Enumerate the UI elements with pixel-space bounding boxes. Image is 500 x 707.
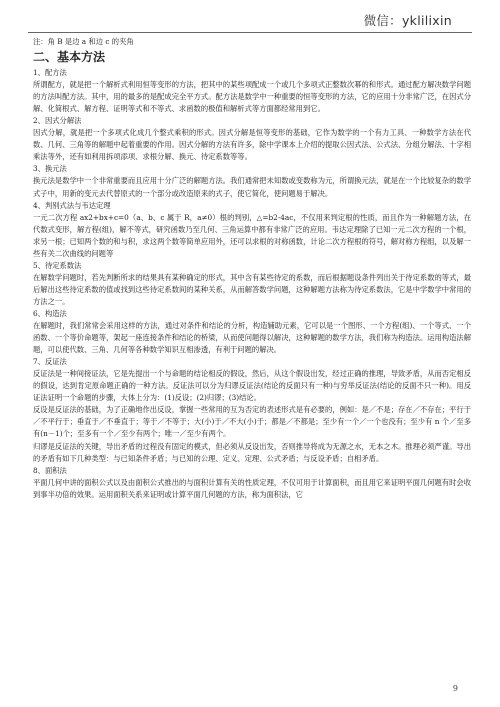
note-line: 注：角 B 是边 a 和边 c 的夹角 [33, 37, 134, 46]
method-text: 换元法是数学中一个非常重要而且应用十分广泛的解题方法。我们通常把未知数或变数称为元，所谓换元法，就是在一个比较复杂的数学式子中，用新的变元去代替原式的一个部分或改造原来的式子，使它简化，使问题易于解决。 [33, 176, 471, 198]
method-heading: 4、判别式法与韦达定理 [33, 200, 111, 210]
page-header [28, 6, 472, 33]
method-heading: 7、反证法 [33, 357, 67, 367]
method-heading: 5、待定系数法 [33, 260, 82, 270]
method-text: 反证法是一种间接证法，它是先提出一个与命题的结论相反的假设，然后，从这个假设出发，经过正确的推理，导致矛盾，从而否定相反的假设，达到肯定原命题正确的一种方法。反证法可以分为归谬反证法(结论的反面只有一种)与穷举反证法(结论的反面不只一种)。用反证法证明一个命题的步骤，大体上分为：(1)反设；(2)归谬；(3)结论。 [33, 369, 471, 403]
method-text: 在解题时，我们常常会采用这样的方法，通过对条件和结论的分析，构造辅助元素，它可以是一个图形、一个方程(组)、一个等式、一个函数、一个等价命题等，架起一座连接条件和结论的桥梁，从而使问题得以解决，这种解题的数学方法，我们称为构造法。运用构造法解题，可以使代数、三角、几何等各种数学知识互相渗透，有利于问题的解决。 [33, 321, 471, 355]
method-heading: 6、构造法 [33, 308, 67, 318]
method-text: 一元二次方程 ax2+bx+c=0（a、b、c 属于 R，a≠0）根的判别，△=b2-4ac，不仅用来判定根的性质，而且作为一种解题方法，在代数式变形，解方程(组)，解不等式，研究函数乃至几何、三角运算中都有非常广泛的应用。韦达定理除了已知一元二次方程的一个根，求另一根；已知两个数的和与积，求这两个数等简单应用外，还可以求根的对称函数，计论二次方程根的符号，解对称方程组，以及解一些有关二次曲线的问题等 [33, 212, 471, 258]
method-heading: 3、换元法 [33, 164, 67, 174]
method-heading: 8、面积法 [33, 465, 67, 475]
method-text: 归谬是反证法的关键，导出矛盾的过程没有固定的模式，但必须从反设出发，否则推导将成为无源之水，无本之木。推理必须严谨。导出的矛盾有如下几种类型：与已知条件矛盾；与已知的公理、定义、定理、公式矛盾；与反设矛盾；自相矛盾。 [33, 441, 471, 463]
method-text: 在解数学问题时，若先判断所求的结果具有某种确定的形式，其中含有某些待定的系数，而后根据题设条件列出关于待定系数的等式，最后解出这些待定系数的值或找到这些待定系数间的某种关系，从而解答数学问题，这种解题方法称为待定系数法，它是中学数学中常用的方法之一。 [33, 272, 471, 306]
wechat-contact: 微信：yklilixin [363, 13, 452, 28]
method-heading: 1、配方法 [33, 68, 67, 78]
section-title: 二、基本方法 [33, 50, 106, 65]
method-text: 所谓配方，就是把一个解析式利用恒等变形的方法，把其中的某些项配成一个或几个多项式正整数次幂的和形式。通过配方解决数学问题的方法叫配方法。其中，用的最多的是配成完全平方式。配方法是数学中一种重要的恒等变形的方法，它的应用十分非常广泛，在因式分解、化简根式、解方程、证明等式和不等式、求函数的极值和解析式等方面都经常用到它。 [33, 80, 471, 114]
method-text: 因式分解，就是把一个多项式化成几个整式乘积的形式。因式分解是恒等变形的基础，它作为数学的一个有力工具、一种数学方法在代数、几何、三角等的解题中起着重要的作用。因式分解的方法有许多，除中学课本上介绍的提取公因式法、公式法、分组分解法、十字相乘法等外，还有如利用拆项添项、求根分解、换元、待定系数等等。 [33, 128, 471, 162]
page-content [33, 36, 471, 501]
page-number: 9 [452, 684, 458, 693]
method-text: 反设是反证法的基础，为了正确地作出反设，掌握一些常用的互为否定的表述形式是有必要的，例如：是／不是；存在／不存在；平行于／不平行于；垂直于／不垂直于；等于／不等于；大(小)于／不大(小)于；都是／不都是；至少有一个／一个也没有；至少有 n 个／至多有(n－1)个；至多有一个／至少有两个；唯一／至少有两个。 [33, 405, 471, 439]
method-heading: 2、因式分解法 [33, 116, 82, 126]
method-text: 平面几何中讲的面积公式以及由面积公式推出的与面积计算有关的性质定理，不仅可用于计算面积，而且用它来证明平面几何题有时会收到事半功倍的效果。运用面积关系来证明或计算平面几何题的方法，称为面积法，它 [33, 477, 471, 499]
